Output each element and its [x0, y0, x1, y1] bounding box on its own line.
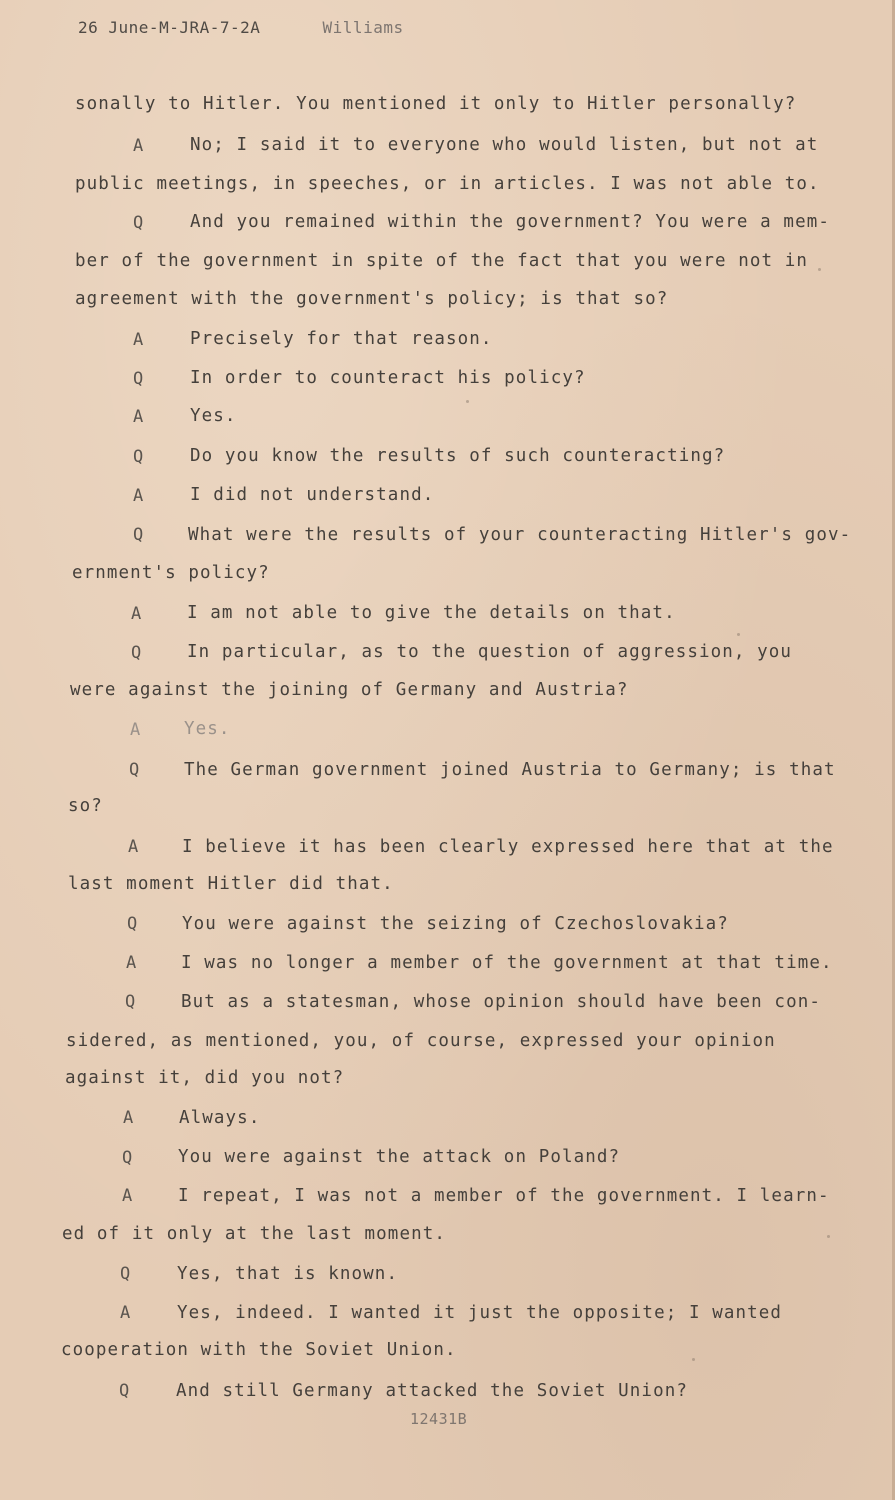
speaker-label: A [130, 720, 141, 740]
transcript-line: Yes, indeed. I wanted it just the opposite; I wanted [177, 1303, 783, 1323]
transcript-line: so? [68, 796, 103, 816]
speaker-label: A [133, 136, 144, 156]
speaker-label: Q [129, 760, 140, 780]
transcript-line: Always. [179, 1108, 261, 1128]
speaker-label: A [126, 953, 137, 973]
transcript-line: Yes. [190, 406, 237, 426]
speaker-label: A [133, 330, 144, 350]
page-number: 12431B [410, 1410, 468, 1428]
speaker-label: Q [120, 1264, 131, 1284]
transcript-line: ernment's policy? [72, 563, 270, 583]
speaker-label: Q [133, 525, 144, 545]
transcript-line: ber of the government in spite of the fact that you were not in [75, 251, 809, 271]
transcript-line: public meetings, in speeches, or in articles. I was not able to. [75, 174, 820, 194]
transcript-line: sidered, as mentioned, you, of course, expressed your opinion [66, 1031, 776, 1051]
transcript-line: agreement with the government's policy; is that so? [75, 289, 669, 309]
paper-speck [818, 268, 821, 271]
paper-speck [466, 400, 469, 403]
transcript-line: last moment Hitler did that. [68, 874, 394, 894]
transcript-line: sonally to Hitler. You mentioned it only to Hitler personally? [75, 94, 797, 114]
paper-speck [692, 1358, 695, 1361]
speaker-label: Q [127, 914, 138, 934]
transcript-line: I believe it has been clearly expressed here that at the [182, 837, 834, 857]
transcript-line: against it, did you not? [65, 1068, 345, 1088]
speaker-label: A [122, 1186, 133, 1206]
speaker-label: A [123, 1108, 134, 1128]
transcript-line: Yes. [184, 719, 231, 739]
transcript-line: were against the joining of Germany and Austria? [70, 680, 629, 700]
page-header [78, 18, 404, 37]
transcript-line: And you remained within the government? You were a mem- [190, 212, 830, 232]
paper-speck [737, 633, 740, 636]
speaker-label: Q [131, 643, 142, 663]
transcript-line: I repeat, I was not a member of the government. I learn- [178, 1186, 830, 1206]
transcript-line: I did not understand. [190, 485, 435, 505]
transcript-line: In particular, as to the question of aggression, you [187, 642, 793, 662]
paper-speck [827, 1235, 830, 1238]
header-witness: Williams [322, 18, 404, 37]
speaker-label: Q [133, 369, 144, 389]
transcript-line: I am not able to give the details on that. [187, 603, 676, 623]
transcript-line: The German government joined Austria to Germany; is that [184, 760, 836, 780]
transcript-line: I was no longer a member of the government at that time. [181, 953, 833, 973]
speaker-label: A [128, 837, 139, 857]
transcript-line: No; I said it to everyone who would listen, but not at [190, 135, 819, 155]
speaker-label: Q [133, 213, 144, 233]
transcript-line: cooperation with the Soviet Union. [61, 1340, 457, 1360]
transcript-line: Do you know the results of such counteracting? [190, 446, 726, 466]
speaker-label: Q [133, 447, 144, 467]
transcript-line: And still Germany attacked the Soviet Union? [176, 1381, 688, 1401]
speaker-label: Q [122, 1148, 133, 1168]
transcript-line: You were against the seizing of Czechoslovakia? [182, 914, 729, 934]
transcript-line: Precisely for that reason. [190, 329, 493, 349]
header-reference: 26 June-M-JRA-7-2A [78, 18, 261, 37]
speaker-label: A [131, 604, 142, 624]
speaker-label: A [133, 407, 144, 427]
transcript-line: ed of it only at the last moment. [62, 1224, 446, 1244]
transcript-line: Yes, that is known. [177, 1264, 399, 1284]
transcript-line: What were the results of your counteracting Hitler's gov- [188, 525, 852, 545]
speaker-label: A [133, 486, 144, 506]
speaker-label: Q [125, 992, 136, 1012]
transcript-line: You were against the attack on Poland? [178, 1147, 621, 1167]
speaker-label: A [120, 1303, 131, 1323]
transcript-line: But as a statesman, whose opinion should have been con- [181, 992, 821, 1012]
transcript-line: In order to counteract his policy? [190, 368, 586, 388]
speaker-label: Q [119, 1381, 130, 1401]
